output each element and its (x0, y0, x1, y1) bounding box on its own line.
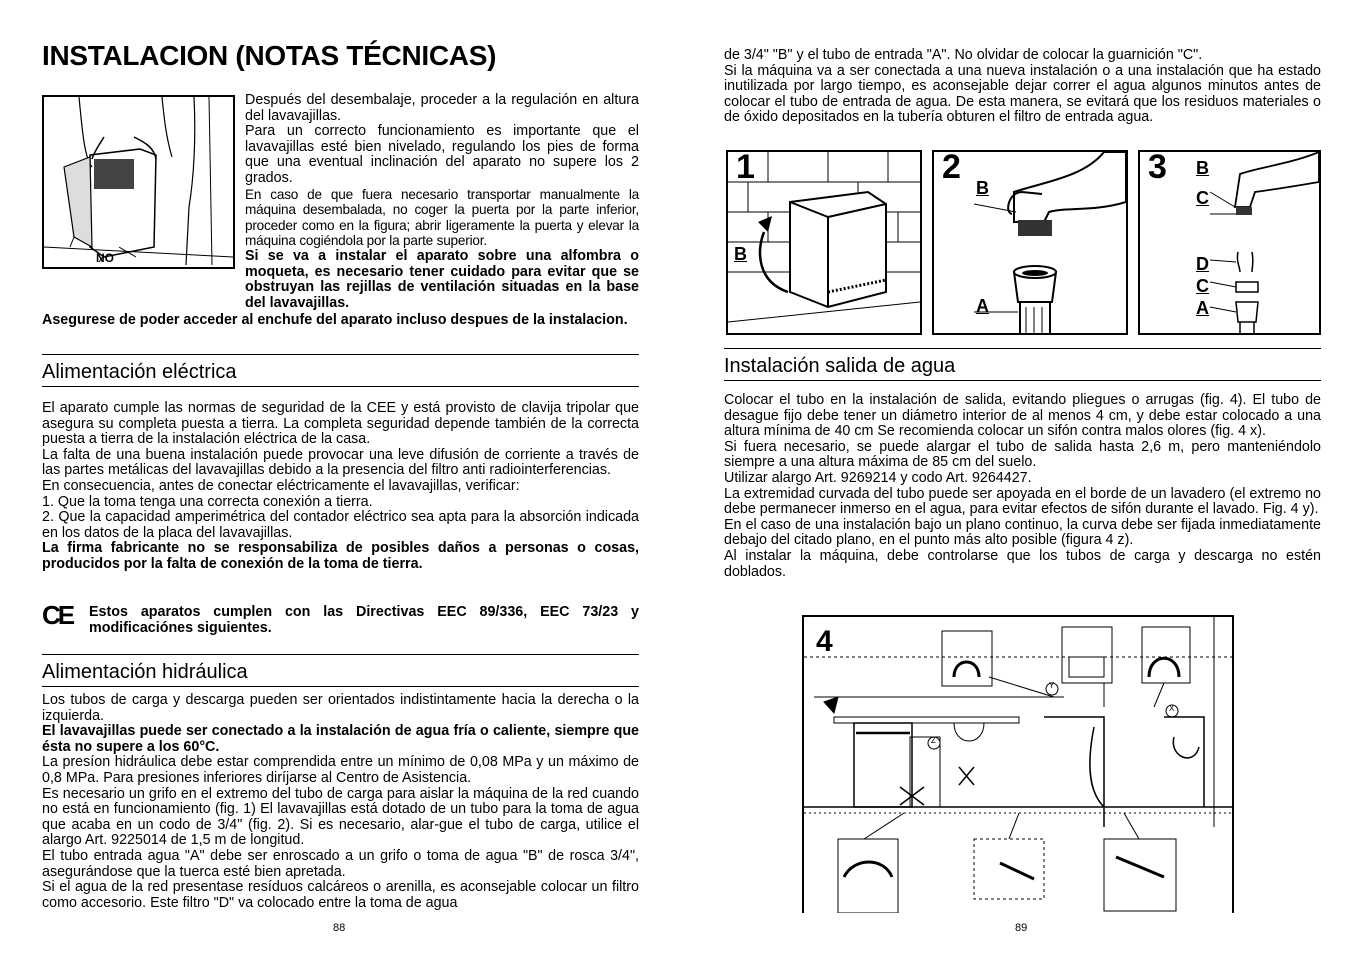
figure-1-label-b: B (734, 244, 747, 264)
figure-4-illustration (804, 617, 1232, 913)
section-heading-hydraulic-text: Alimentación hidráulica (42, 661, 248, 683)
figure-4-marker-y: Y (1049, 681, 1055, 690)
drain-paragraph-4: La extremidad curvada del tubo puede ser apoyada en el borde de un lavadero (el extremo no debe permanecer inmerso en el agua, para evitar efectos de sifón durante el lavado. Fig. 4 y). (724, 485, 1321, 518)
electric-paragraph-4: 1. Que la toma tenga una correcta conexión a tierra. (42, 493, 373, 510)
figure-3-label-d: D (1196, 254, 1209, 274)
ce-note: Estos aparatos cumplen con las Directivas EEC 89/336, EEC 73/23 y modificaciónes siguientes. (89, 604, 639, 636)
figure-4-marker-z: Z (931, 736, 936, 745)
section-heading-hydraulic (42, 654, 639, 687)
drain-paragraph-5: En el caso de una instalación bajo un plano continuo, la curva debe ser fijada inmediatamente debajo del citado plano, en el punto más alto posible (figura 4 z). (724, 516, 1321, 549)
figure-2-label-b: B (976, 178, 989, 198)
drain-paragraph-3: Utilizar alargo Art. 9269214 y codo Art. 9264427. (724, 469, 1032, 486)
section-heading-drain-text: Instalación salida de agua (724, 355, 956, 377)
figure-3-label-c-bottom: C (1196, 276, 1209, 296)
intro-paragraph-3: En caso de que fuera necesario transportar manualmente la máquina desembalada, no coger la puerta por la parte inferior, proceder como en la figura; abrir ligeramente la puerta y elevar la máquina cogiéndola por la parte superior. (245, 186, 639, 249)
hydraulic-paragraph-2: El lavavajillas puede ser conectado a la instalación de agua fría o caliente, siempre que ésta no supere a los 60°C. (42, 723, 639, 755)
outlet-warning: Asegurese de poder acceder al enchufe del aparato incluso despues de la instalacion. (42, 312, 628, 328)
continuation-paragraph-1: de 3/4" "B" y el tubo de entrada "A". No olvidar de colocar la guarnición "C". (724, 47, 1203, 63)
section-heading-electric-text: Alimentación eléctrica (42, 361, 237, 383)
electric-text (42, 401, 639, 573)
figure-lifting-dishwasher (42, 95, 235, 269)
drain-paragraph-1: Colocar el tubo en la instalación de salida, evitando pliegues o arrugas (fig. 4). El tubo de desague fijo debe tener un diámetro interior de al menos 4 cm, y debe estar colocado a una altura mínima de 40 cm Se recomienda colocar un sifón contra malos olores (fig. 4 x). (724, 392, 1321, 440)
section-heading-drain (724, 348, 1321, 381)
page-number-left: 88 (333, 922, 346, 934)
figure-1-number: 1 (736, 150, 755, 186)
intro-paragraph-1: Después del desembalaje, proceder a la regulación en altura del lavavajillas. (245, 92, 639, 124)
electric-paragraph-1: El aparato cumple las normas de seguridad de la CEE y está provisto de clavija tripolar que asegura su completa puesta a tierra. La completa seguridad depende también de la correcta puesta a tierra de la instalación eléctrica de la casa. (42, 400, 639, 448)
section-heading-electric (42, 354, 639, 387)
figure-1-illustration (728, 152, 920, 333)
figure-2-number: 2 (942, 150, 961, 186)
hydraulic-paragraph-5: El tubo entrada agua "A" debe ser enroscado a un grifo o toma de agua "B" de rosca 3/4", asegurándose que la tuerca esté bien apretada. (42, 847, 639, 880)
hydraulic-paragraph-3: La presíon hidráulica debe estar comprendida entre un mínimo de 0,08 MPa y un máximo de 0,8 MPa. Para presiones inferiores diríjarse al Centro de Asistencia. (42, 754, 639, 786)
drain-text (724, 393, 1321, 580)
continuation-text (724, 48, 1321, 126)
electric-paragraph-5: 2. Que la capacidad amperimétrica del contador eléctrico sea apta para la absorción indicada en los datos de la placa del lavavajillas. (42, 509, 639, 541)
ce-mark-icon (42, 601, 78, 629)
figure-3-label-b: B (1196, 158, 1209, 178)
figure-2-illustration (934, 152, 1126, 333)
figure-3-filter (1138, 150, 1321, 335)
hydraulic-paragraph-6: Si el agua de la red presentase resíduos calcáreos o arenilla, es aconsejable colocar un filtro como accesorio. Este filtro "D" va colocado entre la toma de agua (42, 879, 639, 911)
figure-1-tap-connection (726, 150, 922, 335)
figure-3-label-a: A (1196, 298, 1209, 318)
continuation-paragraph-2: Si la máquina va a ser conectada a una nueva instalación o a una instalación que ha estado inutilizada por largo tiempo, es aconsejable dejar correr el agua algunos minutos antes de colocar el tubo de entrada de agua. De esta manera, se evitará que los residuos materiales o de óxido depositados en la tubería obturen el filtro de entrada agua. (724, 62, 1321, 126)
figure-no-label: NO (96, 251, 114, 265)
electric-paragraph-3: En consecuencia, antes de conectar eléctricamente el lavavajillas, verificar: (42, 477, 520, 494)
ce-mark-text: CE (42, 600, 73, 630)
figure-3-number: 3 (1148, 150, 1167, 186)
figure-2-inlet-hose (932, 150, 1128, 335)
hydraulic-paragraph-1: Los tubos de carga y descarga pueden ser orientados indistintamente hacia la derecha o la izquierda. (42, 692, 639, 724)
figure-4-number: 4 (816, 625, 833, 658)
figure-2-label-a: A (976, 296, 989, 316)
intro-paragraph-2: Para un correcto funcionamiento es importante que el lavavajillas esté bien nivelado, regulando los pies de forma que una eventual inclinación del aparato no supere los 2 grados. (245, 123, 639, 186)
page-number-right: 89 (1015, 922, 1028, 934)
intro-paragraph-4: Si se va a instalar el aparato sobre una alfombra o moqueta, es necesario tener cuidado para evitar que se obstruyan las rejillas de ventilación situadas en la base del lavavajillas. (245, 247, 639, 311)
intro-text (245, 93, 639, 311)
figure-4-marker-x: X (1169, 704, 1175, 713)
drain-paragraph-6: Al instalar la máquina, debe controlarse que los tubos de carga y descarga no estén doblados. (724, 547, 1321, 580)
hydraulic-text (42, 693, 639, 911)
electric-paragraph-2: La falta de una buena instalación puede provocar una leve difusión de corriente a través de las partes metálicas del lavavajillas debido a la presencia del filtro anti radiointerferencias. (42, 446, 639, 479)
lifting-illustration (44, 97, 233, 267)
page-title: INSTALACION (NOTAS TÉCNICAS) (42, 40, 497, 71)
figure-3-label-c-top: C (1196, 188, 1209, 208)
drain-paragraph-2: Si fuera necesario, se puede alargar el tubo de salida hasta 2,6 m, pero manteniéndolo siempre a una altura máxima de 85 cm del suelo. (724, 438, 1321, 471)
figure-4-drain-installation (802, 615, 1234, 913)
electric-paragraph-6: La firma fabricante no se responsabiliza de posibles daños a personas o cosas, producidos por la falta de conexión de la toma de tierra. (42, 540, 639, 572)
hydraulic-paragraph-4: Es necesario un grifo en el extremo del tubo de carga para aislar la máquina de la red cuando no está en funcionamiento (fig. 1) El lavavajillas está dotado de un tubo para la toma de agua que acaba en un codo de 3/4" (fig. 2). Si es necesario, alar-gue el tubo de carga, utilice el alargo Art. 9225014 de 1,5 m de longitud. (42, 785, 639, 849)
